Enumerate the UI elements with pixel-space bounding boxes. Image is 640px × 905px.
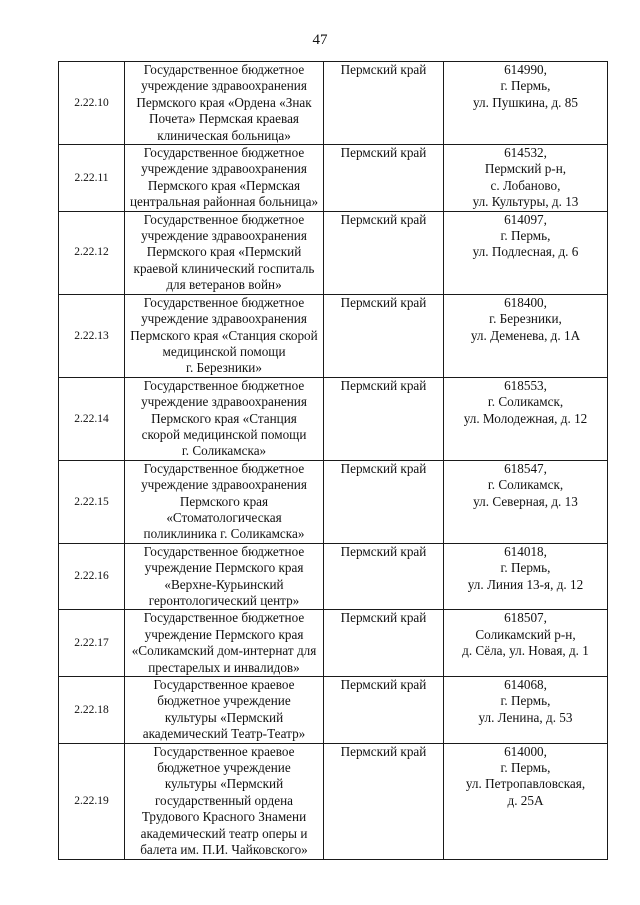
address: 614990, г. Пермь, ул. Пушкина, д. 85 <box>444 62 608 145</box>
row-number: 2.22.15 <box>59 460 125 543</box>
address: 614018, г. Пермь, ул. Линия 13-я, д. 12 <box>444 543 608 610</box>
institution-name: Государственное бюджетное учреждение здравоохранения Пермского края «Пермская центральная районная больница» <box>125 145 324 212</box>
region: Пермский край <box>324 377 444 460</box>
region: Пермский край <box>324 460 444 543</box>
table-row <box>59 677 608 744</box>
row-number: 2.22.13 <box>59 294 125 377</box>
region: Пермский край <box>324 743 444 859</box>
region: Пермский край <box>324 145 444 212</box>
region: Пермский край <box>324 677 444 744</box>
institution-name: Государственное бюджетное учреждение здравоохранения Пермского края «Станция скорой медицинской помощи г. Березники» <box>125 294 324 377</box>
institution-name: Государственное бюджетное учреждение здравоохранения Пермского края «Ордена «Знак Почета» Пермская краевая клиническая больница» <box>125 62 324 145</box>
row-number: 2.22.16 <box>59 543 125 610</box>
row-number: 2.22.17 <box>59 610 125 677</box>
institution-name: Государственное бюджетное учреждение здравоохранения Пермского края «Станция скорой медицинской помощи г. Соликамска» <box>125 377 324 460</box>
row-number: 2.22.12 <box>59 211 125 294</box>
table-row <box>59 145 608 212</box>
table-row <box>59 460 608 543</box>
institution-name: Государственное бюджетное учреждение здравоохранения Пермского края «Пермский краевой клинический госпиталь для ветеранов войн» <box>125 211 324 294</box>
address: 618507, Соликамский р-н, д. Сёла, ул. Новая, д. 1 <box>444 610 608 677</box>
table-row <box>59 294 608 377</box>
table-row <box>59 610 608 677</box>
table-row <box>59 211 608 294</box>
institution-name: Государственное краевое бюджетное учреждение культуры «Пермский академический Театр-Театр» <box>125 677 324 744</box>
table-row <box>59 543 608 610</box>
address: 614532, Пермский р-н, с. Лобаново, ул. Культуры, д. 13 <box>444 145 608 212</box>
table-row <box>59 743 608 859</box>
row-number: 2.22.11 <box>59 145 125 212</box>
region: Пермский край <box>324 610 444 677</box>
region: Пермский край <box>324 294 444 377</box>
table-row <box>59 377 608 460</box>
address: 614068, г. Пермь, ул. Ленина, д. 53 <box>444 677 608 744</box>
address: 618553, г. Соликамск, ул. Молодежная, д. 12 <box>444 377 608 460</box>
row-number: 2.22.18 <box>59 677 125 744</box>
region: Пермский край <box>324 543 444 610</box>
address: 618547, г. Соликамск, ул. Северная, д. 13 <box>444 460 608 543</box>
region: Пермский край <box>324 62 444 145</box>
row-number: 2.22.14 <box>59 377 125 460</box>
institution-name: Государственное краевое бюджетное учреждение культуры «Пермский государственный ордена Трудового Красного Знамени академический театр оперы и балета им. П.И. Чайковского» <box>125 743 324 859</box>
row-number: 2.22.19 <box>59 743 125 859</box>
address: 614097, г. Пермь, ул. Подлесная, д. 6 <box>444 211 608 294</box>
region: Пермский край <box>324 211 444 294</box>
institution-name: Государственное бюджетное учреждение здравоохранения Пермского края «Стоматологическая поликлиника г. Соликамска» <box>125 460 324 543</box>
address: 614000, г. Пермь, ул. Петропавловская, д. 25А <box>444 743 608 859</box>
table-row <box>59 62 608 145</box>
address: 618400, г. Березники, ул. Деменева, д. 1А <box>444 294 608 377</box>
institution-name: Государственное бюджетное учреждение Пермского края «Соликамский дом-интернат для престарелых и инвалидов» <box>125 610 324 677</box>
page-number: 47 <box>312 32 328 48</box>
row-number: 2.22.10 <box>59 62 125 145</box>
institutions-table <box>58 61 608 860</box>
institution-name: Государственное бюджетное учреждение Пермского края «Верхне-Курьинский геронтологический центр» <box>125 543 324 610</box>
